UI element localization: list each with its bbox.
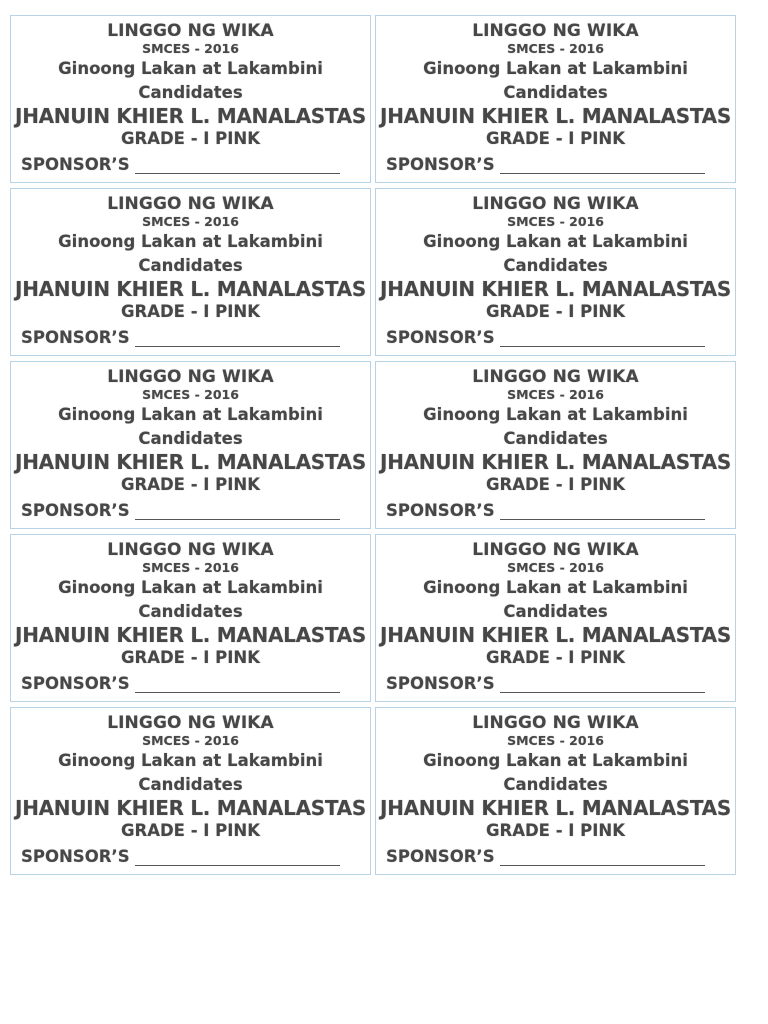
- sponsor-label: SPONSOR’S: [21, 155, 130, 174]
- sponsor-signature-line: [135, 850, 340, 866]
- contest-title: Ginoong Lakan at Lakambini: [423, 59, 688, 78]
- contest-subtitle: Candidates: [138, 256, 243, 275]
- contest-title: Ginoong Lakan at Lakambini: [58, 59, 323, 78]
- contest-title: Ginoong Lakan at Lakambini: [423, 232, 688, 251]
- sponsor-row: [386, 330, 705, 347]
- contest-subtitle: Candidates: [503, 256, 608, 275]
- event-title: LINGGO NG WIKA: [472, 367, 639, 387]
- contest-subtitle: Candidates: [138, 602, 243, 621]
- event-title: LINGGO NG WIKA: [107, 540, 274, 560]
- sponsor-signature-line: [500, 331, 705, 347]
- name-tag-card: [10, 15, 371, 183]
- name-tag-card: [375, 534, 736, 702]
- name-tag-card: [10, 188, 371, 356]
- name-tag-card: [10, 707, 371, 875]
- event-title: LINGGO NG WIKA: [472, 540, 639, 560]
- sponsor-label: SPONSOR’S: [386, 674, 495, 693]
- contest-title: Ginoong Lakan at Lakambini: [423, 751, 688, 770]
- sponsor-row: [21, 330, 340, 347]
- sponsor-label: SPONSOR’S: [21, 328, 130, 347]
- contest-title: Ginoong Lakan at Lakambini: [58, 751, 323, 770]
- school-year: SMCES - 2016: [507, 214, 604, 229]
- grade-section: GRADE - I PINK: [485, 821, 626, 840]
- sponsor-label: SPONSOR’S: [21, 501, 130, 520]
- contest-subtitle: Candidates: [503, 775, 608, 794]
- name-tag-card: [375, 361, 736, 529]
- sponsor-row: [386, 849, 705, 866]
- candidate-name: JHANUIN KHIER L. MANALASTAS: [380, 277, 731, 301]
- grade-section: GRADE - I PINK: [120, 129, 261, 148]
- sponsor-row: [386, 676, 705, 693]
- contest-subtitle: Candidates: [503, 429, 608, 448]
- sponsor-row: [21, 157, 340, 174]
- candidate-name: JHANUIN KHIER L. MANALASTAS: [380, 796, 731, 820]
- sponsor-row: [21, 503, 340, 520]
- name-tag-card: [375, 15, 736, 183]
- sponsor-signature-line: [135, 677, 340, 693]
- school-year: SMCES - 2016: [142, 214, 239, 229]
- grade-section: GRADE - I PINK: [120, 648, 261, 667]
- grade-section: GRADE - I PINK: [120, 475, 261, 494]
- school-year: SMCES - 2016: [142, 387, 239, 402]
- sponsor-label: SPONSOR’S: [21, 674, 130, 693]
- contest-title: Ginoong Lakan at Lakambini: [423, 578, 688, 597]
- sponsor-label: SPONSOR’S: [386, 501, 495, 520]
- name-tag-card: [10, 361, 371, 529]
- sponsor-signature-line: [500, 504, 705, 520]
- school-year: SMCES - 2016: [507, 387, 604, 402]
- contest-subtitle: Candidates: [503, 83, 608, 102]
- event-title: LINGGO NG WIKA: [107, 367, 274, 387]
- sponsor-label: SPONSOR’S: [21, 847, 130, 866]
- contest-subtitle: Candidates: [138, 429, 243, 448]
- candidate-name: JHANUIN KHIER L. MANALASTAS: [380, 104, 731, 128]
- event-title: LINGGO NG WIKA: [472, 713, 639, 733]
- candidate-name: JHANUIN KHIER L. MANALASTAS: [15, 104, 366, 128]
- grade-section: GRADE - I PINK: [120, 302, 261, 321]
- sponsor-signature-line: [135, 504, 340, 520]
- candidate-name: JHANUIN KHIER L. MANALASTAS: [380, 623, 731, 647]
- contest-subtitle: Candidates: [138, 775, 243, 794]
- sponsor-row: [21, 849, 340, 866]
- contest-title: Ginoong Lakan at Lakambini: [58, 578, 323, 597]
- school-year: SMCES - 2016: [142, 733, 239, 748]
- event-title: LINGGO NG WIKA: [107, 21, 274, 41]
- sponsor-signature-line: [135, 158, 340, 174]
- sponsor-signature-line: [500, 158, 705, 174]
- contest-title: Ginoong Lakan at Lakambini: [58, 405, 323, 424]
- event-title: LINGGO NG WIKA: [472, 194, 639, 214]
- grade-section: GRADE - I PINK: [485, 475, 626, 494]
- contest-subtitle: Candidates: [503, 602, 608, 621]
- candidate-name: JHANUIN KHIER L. MANALASTAS: [15, 623, 366, 647]
- grade-section: GRADE - I PINK: [485, 648, 626, 667]
- grade-section: GRADE - I PINK: [120, 821, 261, 840]
- event-title: LINGGO NG WIKA: [107, 713, 274, 733]
- contest-title: Ginoong Lakan at Lakambini: [58, 232, 323, 251]
- contest-title: Ginoong Lakan at Lakambini: [423, 405, 688, 424]
- candidate-name: JHANUIN KHIER L. MANALASTAS: [380, 450, 731, 474]
- sponsor-label: SPONSOR’S: [386, 847, 495, 866]
- grade-section: GRADE - I PINK: [485, 302, 626, 321]
- sponsor-row: [21, 676, 340, 693]
- event-title: LINGGO NG WIKA: [107, 194, 274, 214]
- school-year: SMCES - 2016: [142, 560, 239, 575]
- school-year: SMCES - 2016: [142, 41, 239, 56]
- name-tag-card: [375, 188, 736, 356]
- sponsor-signature-line: [135, 331, 340, 347]
- grade-section: GRADE - I PINK: [485, 129, 626, 148]
- candidate-name: JHANUIN KHIER L. MANALASTAS: [15, 796, 366, 820]
- name-tag-card: [10, 534, 371, 702]
- event-title: LINGGO NG WIKA: [472, 21, 639, 41]
- candidate-name: JHANUIN KHIER L. MANALASTAS: [15, 277, 366, 301]
- sponsor-label: SPONSOR’S: [386, 155, 495, 174]
- name-tag-card: [375, 707, 736, 875]
- school-year: SMCES - 2016: [507, 733, 604, 748]
- sponsor-label: SPONSOR’S: [386, 328, 495, 347]
- sponsor-signature-line: [500, 850, 705, 866]
- name-tag-sheet: [10, 15, 736, 875]
- sponsor-row: [386, 157, 705, 174]
- school-year: SMCES - 2016: [507, 560, 604, 575]
- school-year: SMCES - 2016: [507, 41, 604, 56]
- candidate-name: JHANUIN KHIER L. MANALASTAS: [15, 450, 366, 474]
- sponsor-row: [386, 503, 705, 520]
- contest-subtitle: Candidates: [138, 83, 243, 102]
- sponsor-signature-line: [500, 677, 705, 693]
